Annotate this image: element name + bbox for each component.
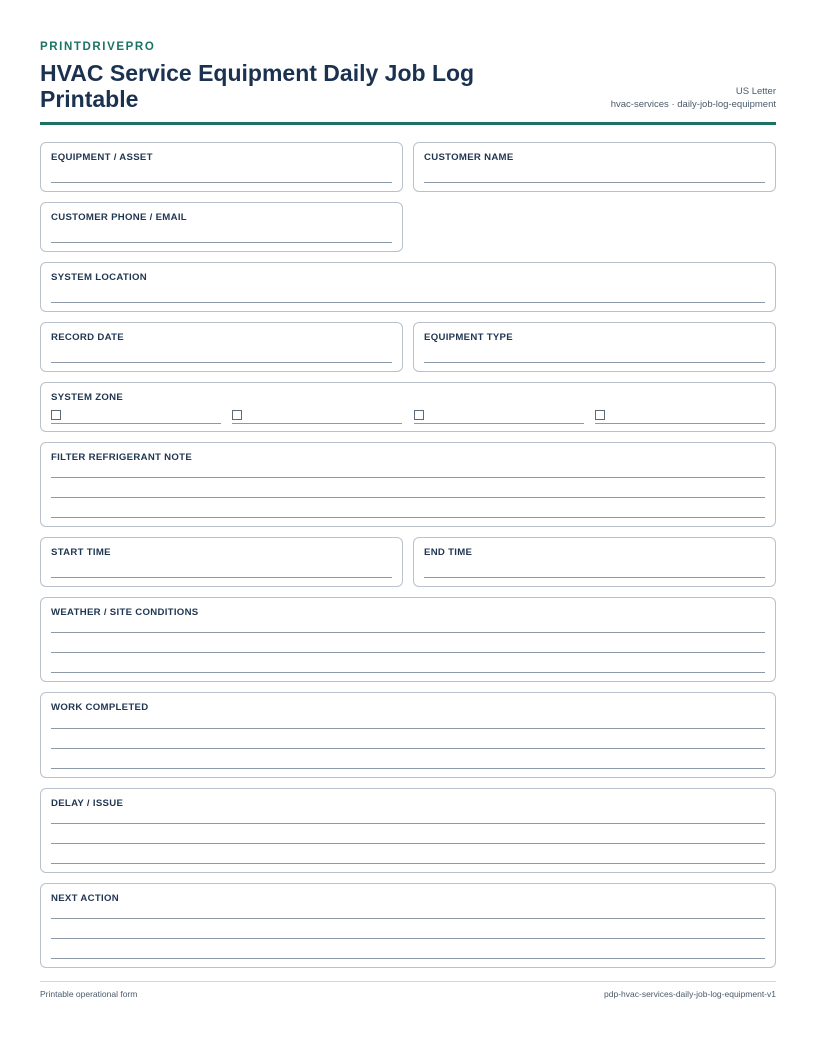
customer-name-field[interactable]	[413, 142, 776, 192]
paper-size: US Letter	[735, 86, 776, 97]
write-line[interactable]	[424, 362, 765, 363]
footer-divider	[40, 981, 776, 982]
field-label: EQUIPMENT / ASSET	[51, 152, 153, 163]
equipment-type-field[interactable]	[413, 322, 776, 372]
write-line[interactable]	[51, 863, 765, 864]
field-label: FILTER REFRIGERANT NOTE	[51, 452, 193, 463]
page-title: HVAC Service Equipment Daily Job Log Printable	[40, 60, 475, 112]
write-line[interactable]	[51, 242, 392, 243]
weather-site-conditions-field[interactable]	[40, 597, 776, 682]
write-line[interactable]	[51, 748, 765, 749]
write-line[interactable]	[51, 823, 765, 824]
field-label: CUSTOMER NAME	[424, 152, 514, 163]
zone-option[interactable]	[51, 409, 221, 424]
write-line[interactable]	[51, 577, 392, 578]
write-line[interactable]	[424, 577, 765, 578]
equipment-asset-field[interactable]	[40, 142, 403, 192]
write-line[interactable]	[51, 938, 765, 939]
header-divider	[40, 122, 776, 125]
write-line[interactable]	[51, 362, 392, 363]
write-line[interactable]	[51, 632, 765, 633]
write-line[interactable]	[51, 672, 765, 673]
field-label: SYSTEM LOCATION	[51, 272, 147, 283]
field-label: DELAY / ISSUE	[51, 798, 124, 809]
zone-option[interactable]	[232, 409, 402, 424]
checkbox[interactable]	[414, 410, 424, 420]
write-line[interactable]	[51, 497, 765, 498]
field-label: CUSTOMER PHONE / EMAIL	[51, 212, 187, 223]
write-line[interactable]	[51, 728, 765, 729]
write-line[interactable]	[51, 652, 765, 653]
zone-options	[51, 409, 765, 424]
field-label: END TIME	[424, 547, 473, 558]
write-line[interactable]	[51, 918, 765, 919]
field-label: RECORD DATE	[51, 332, 124, 343]
field-label: WEATHER / SITE CONDITIONS	[51, 607, 199, 618]
checkbox[interactable]	[51, 410, 61, 420]
checkbox[interactable]	[595, 410, 605, 420]
category-path: hvac-services · daily-job-log-equipment	[610, 99, 776, 110]
write-line[interactable]	[424, 182, 765, 183]
system-zone-field	[40, 382, 776, 432]
record-date-field[interactable]	[40, 322, 403, 372]
brand-name: PRINTDRIVEPRO	[40, 41, 156, 53]
field-label: EQUIPMENT TYPE	[424, 332, 513, 343]
write-line[interactable]	[51, 302, 765, 303]
footer-form-id: pdp-hvac-services-daily-job-log-equipment-v1	[604, 989, 776, 999]
write-line[interactable]	[51, 768, 765, 769]
system-location-field[interactable]	[40, 262, 776, 312]
field-label: SYSTEM ZONE	[51, 392, 124, 403]
filter-refrigerant-note-field[interactable]	[40, 442, 776, 527]
write-line[interactable]	[51, 477, 765, 478]
document-meta	[611, 85, 776, 111]
write-line[interactable]	[51, 843, 765, 844]
zone-option[interactable]	[414, 409, 584, 424]
write-line[interactable]	[51, 517, 765, 518]
zone-option[interactable]	[595, 409, 765, 424]
delay-issue-field[interactable]	[40, 788, 776, 873]
start-time-field[interactable]	[40, 537, 403, 587]
next-action-field[interactable]	[40, 883, 776, 968]
work-completed-field[interactable]	[40, 692, 776, 778]
end-time-field[interactable]	[413, 537, 776, 587]
write-line[interactable]	[51, 958, 765, 959]
write-line[interactable]	[51, 182, 392, 183]
field-label: WORK COMPLETED	[51, 702, 149, 713]
field-label: START TIME	[51, 547, 111, 558]
checkbox[interactable]	[232, 410, 242, 420]
field-label: NEXT ACTION	[51, 893, 119, 904]
footer-description: Printable operational form	[40, 989, 138, 999]
customer-contact-field[interactable]	[40, 202, 403, 252]
